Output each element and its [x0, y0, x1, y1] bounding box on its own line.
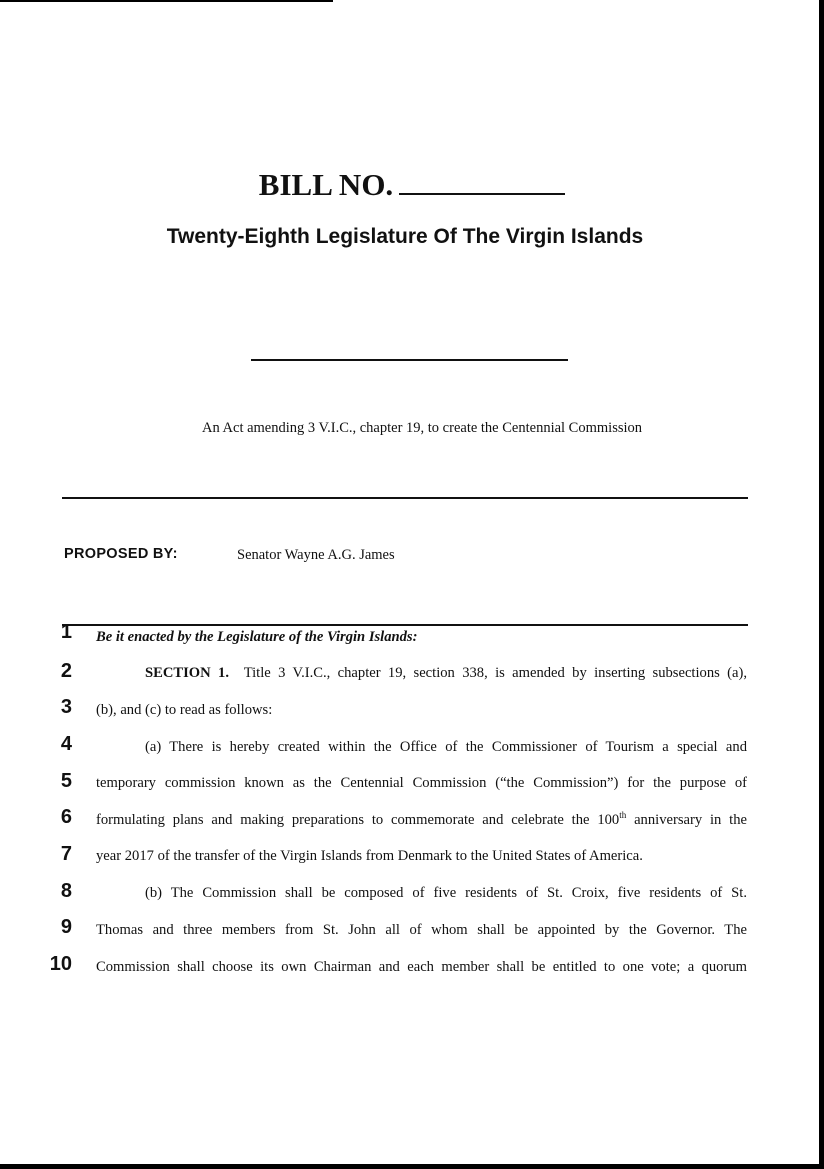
- line-number: 3: [60, 696, 72, 718]
- line-number: 1: [60, 621, 72, 643]
- proposed-by-name: Senator Wayne A.G. James: [237, 547, 395, 563]
- ordinal-suffix: th: [619, 810, 627, 821]
- line-number: 10: [49, 953, 72, 975]
- scan-edge-top: [0, 0, 333, 2]
- bill-text-line: (b), and (c) to read as follows:: [96, 702, 273, 718]
- proposed-by-label: PROPOSED BY:: [64, 546, 178, 562]
- line-number: 6: [60, 806, 72, 828]
- line-number: 4: [60, 733, 72, 755]
- line-number: 8: [60, 880, 72, 902]
- line-text-part: anniversary in the: [626, 812, 747, 828]
- line-number: 9: [60, 916, 72, 938]
- body-top-rule: [62, 624, 748, 626]
- line-number: 5: [60, 770, 72, 792]
- section-text: Title 3 V.I.C., chapter 19, section 338, is amended by inserting subsections (a),: [243, 665, 748, 681]
- bill-text-line: (a) There is hereby created within the Office of the Commissioner of Tourism a special and: [145, 739, 747, 755]
- bill-title: [0, 165, 824, 205]
- bill-title-text: BILL NO.: [258, 167, 394, 202]
- bill-text-line: Thomas and three members from St. John all of whom shall be appointed by the Governor. The: [96, 922, 747, 938]
- act-title: An Act amending 3 V.I.C., chapter 19, to create the Centennial Commission: [201, 420, 643, 436]
- bill-text-line: [96, 663, 747, 683]
- line-text-part: formulating plans and making preparations to commemorate and celebrate the 100: [96, 812, 620, 828]
- bill-text-line: year 2017 of the transfer of the Virgin Islands from Denmark to the United States of America.: [96, 848, 643, 864]
- line-number: 7: [60, 843, 72, 865]
- bill-text-line: [96, 810, 747, 830]
- bill-number-blank: [399, 167, 565, 195]
- divider-short: [251, 359, 568, 361]
- bill-text-line: temporary commission known as the Centennial Commission (“the Commission”) for the purpose of: [96, 775, 747, 791]
- bill-text-line: Commission shall choose its own Chairman and each member shall be entitled to one vote; a quorum: [96, 959, 747, 975]
- bill-text-line: (b) The Commission shall be composed of five residents of St. Croix, five residents of St.: [145, 885, 747, 901]
- divider-long: [62, 497, 748, 499]
- enacting-clause: Be it enacted by the Legislature of the Virgin Islands:: [96, 629, 418, 645]
- section-label: SECTION 1.: [145, 665, 229, 681]
- scan-edge-bottom: [0, 1164, 824, 1169]
- legislature-heading: Twenty-Eighth Legislature Of The Virgin Islands: [166, 225, 644, 248]
- line-number: 2: [60, 660, 72, 682]
